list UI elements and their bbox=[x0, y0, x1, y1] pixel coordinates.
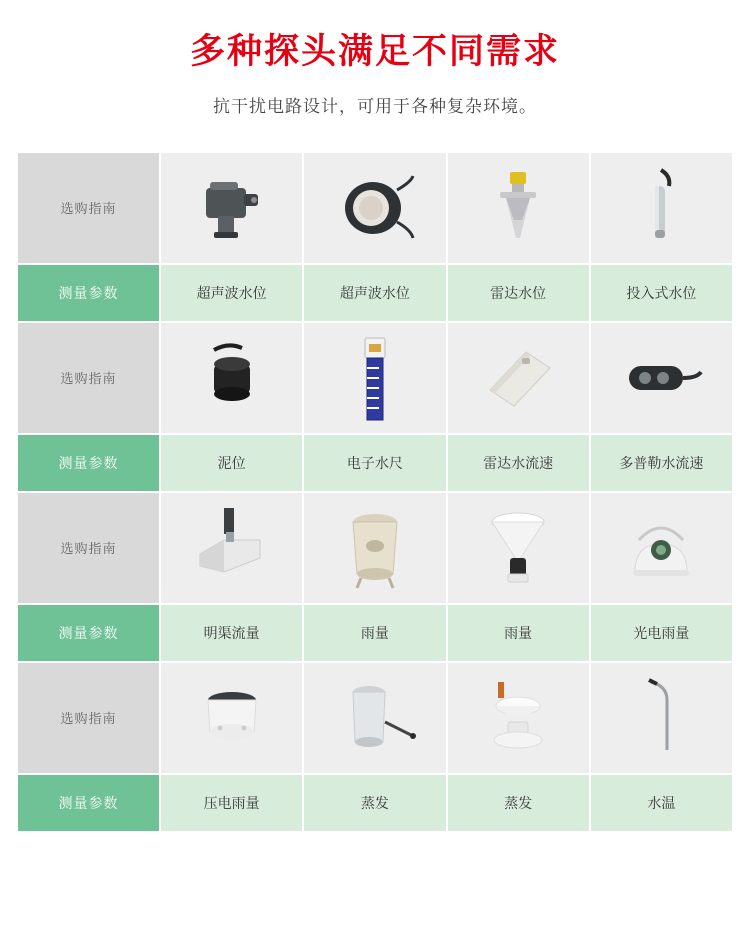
piezoelectric-rain-gauge-icon bbox=[184, 670, 280, 766]
product-image-cell bbox=[448, 323, 591, 433]
row-label-param: 测量参数 bbox=[18, 775, 161, 831]
product-image-cell bbox=[591, 323, 732, 433]
radar-velocity-sensor-icon bbox=[470, 330, 566, 426]
product-image-cell bbox=[448, 153, 591, 263]
param-cell: 投入式水位 bbox=[591, 265, 732, 321]
param-cell: 电子水尺 bbox=[304, 435, 447, 491]
evaporation-sensor-icon bbox=[470, 670, 566, 766]
param-cell: 雷达水流速 bbox=[448, 435, 591, 491]
water-temperature-probe-icon bbox=[613, 670, 709, 766]
row-label-param: 测量参数 bbox=[18, 605, 161, 661]
row-label-guide: 选购指南 bbox=[18, 323, 161, 433]
param-cell: 超声波水位 bbox=[161, 265, 304, 321]
optical-rain-gauge-icon bbox=[613, 500, 709, 596]
product-image-cell bbox=[304, 663, 447, 773]
table-row bbox=[18, 775, 732, 831]
product-image-cell bbox=[591, 663, 732, 773]
page-subtitle: 抗干扰电路设计，可用于各种复杂环境。 bbox=[213, 96, 537, 116]
rain-gauge-funnel-icon bbox=[470, 500, 566, 596]
param-cell: 压电雨量 bbox=[161, 775, 304, 831]
row-label-param: 测量参数 bbox=[18, 435, 161, 491]
page-title: 多种探头满足不同需求 bbox=[189, 32, 560, 71]
radar-level-sensor-cone-icon bbox=[470, 160, 566, 256]
table-row bbox=[18, 493, 732, 603]
sensor-table bbox=[18, 153, 732, 831]
param-cell: 蒸发 bbox=[304, 775, 447, 831]
param-cell: 雨量 bbox=[448, 605, 591, 661]
param-cell: 泥位 bbox=[161, 435, 304, 491]
mud-level-sensor-icon bbox=[184, 330, 280, 426]
row-label-param: 测量参数 bbox=[18, 265, 161, 321]
electronic-water-gauge-icon bbox=[327, 330, 423, 426]
product-image-cell bbox=[591, 493, 732, 603]
product-image-cell bbox=[161, 323, 304, 433]
rain-gauge-bucket-icon bbox=[327, 500, 423, 596]
ultrasonic-level-sensor-box-icon bbox=[184, 160, 280, 256]
row-label-guide: 选购指南 bbox=[18, 153, 161, 263]
param-cell: 雨量 bbox=[304, 605, 447, 661]
table-row bbox=[18, 265, 732, 321]
table-row bbox=[18, 605, 732, 661]
table-row bbox=[18, 323, 732, 433]
row-label-guide: 选购指南 bbox=[18, 663, 161, 773]
product-image-cell bbox=[161, 663, 304, 773]
table-row bbox=[18, 435, 732, 491]
evaporation-cylinder-icon bbox=[327, 670, 423, 766]
product-image-cell bbox=[591, 153, 732, 263]
product-image-cell bbox=[304, 493, 447, 603]
product-image-cell bbox=[304, 153, 447, 263]
param-cell: 超声波水位 bbox=[304, 265, 447, 321]
ultrasonic-level-sensor-round-icon bbox=[327, 160, 423, 256]
table-row bbox=[18, 663, 732, 773]
param-cell: 多普勒水流速 bbox=[591, 435, 732, 491]
row-label-guide: 选购指南 bbox=[18, 493, 161, 603]
param-cell: 光电雨量 bbox=[591, 605, 732, 661]
doppler-velocity-sensor-icon bbox=[613, 330, 709, 426]
param-cell: 雷达水位 bbox=[448, 265, 591, 321]
product-image-cell bbox=[448, 663, 591, 773]
param-cell: 蒸发 bbox=[448, 775, 591, 831]
product-image-cell bbox=[448, 493, 591, 603]
param-cell: 水温 bbox=[591, 775, 732, 831]
product-image-cell bbox=[161, 153, 304, 263]
product-image-cell bbox=[304, 323, 447, 433]
table-row bbox=[18, 153, 732, 263]
param-cell: 明渠流量 bbox=[161, 605, 304, 661]
open-channel-flow-flume-icon bbox=[184, 500, 280, 596]
submersible-level-probe-icon bbox=[613, 160, 709, 256]
product-image-cell bbox=[161, 493, 304, 603]
page-header bbox=[0, 0, 750, 117]
